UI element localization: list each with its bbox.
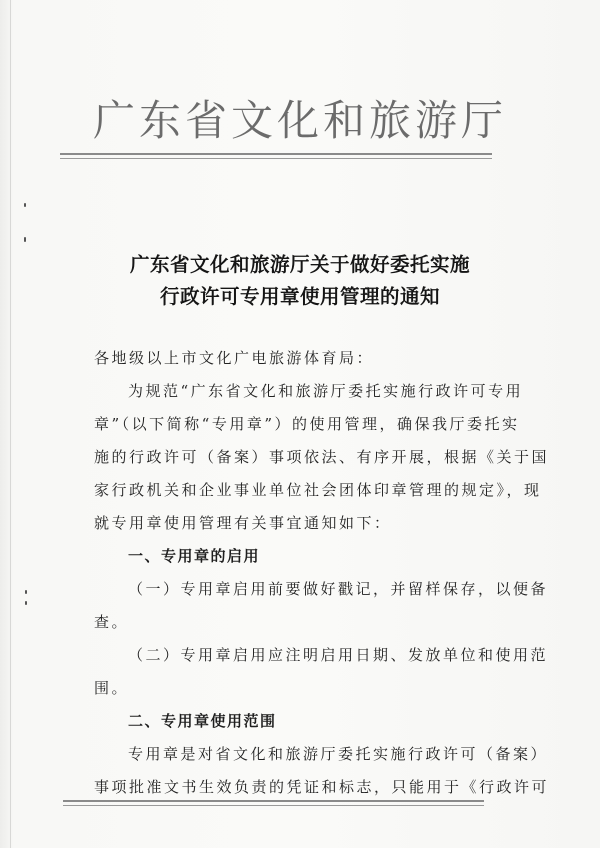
section-2-paragraph-line: 事项批准文书生效负责的凭证和标志，只能用于《行政许可 (94, 778, 550, 796)
section-2-heading: 二、专用章使用范围 (128, 712, 277, 730)
intro-paragraph-line: 家行政机关和企业事业单位社会团体印章管理的规定》，现 (94, 481, 542, 499)
section-1-item-2-line: 围。 (94, 679, 130, 697)
scan-speck (24, 203, 26, 207)
scan-speck (24, 237, 26, 242)
section-1-heading: 一、专用章的启用 (128, 547, 261, 565)
intro-paragraph-line: 施的行政许可（备案）事项依法、有序开展，根据《关于国 (94, 448, 550, 466)
scan-edge-line (10, 0, 11, 848)
section-1-item-1-line: （一）专用章启用前要做好戳记，并留样保存，以便备 (128, 580, 549, 598)
document-title-line-1: 广东省文化和旅游厅关于做好委托实施 (129, 253, 470, 276)
intro-paragraph-line: 章”（以下简称“专用章”）的使用管理，确保我厅委托实 (94, 415, 520, 433)
scan-speck (25, 601, 27, 605)
masthead-org-name: 广东省文化和旅游厅 (92, 96, 507, 145)
section-1-item-1-line: 查。 (94, 613, 130, 631)
footer-divider (63, 800, 484, 806)
document-title-line-2: 行政许可专用章使用管理的通知 (159, 285, 440, 308)
intro-paragraph-line: 为规范“广东省文化和旅游厅委托实施行政许可专用 (128, 382, 524, 400)
section-1-item-2-line: （二）专用章启用应注明启用日期、发放单位和使用范 (128, 646, 549, 664)
intro-paragraph-line: 就专用章使用管理有关事宜通知如下： (94, 514, 392, 532)
section-2-paragraph-line: 专用章是对省文化和旅游厅委托实施行政许可（备案） (128, 745, 549, 763)
scan-speck (25, 590, 27, 594)
masthead-divider (60, 153, 492, 159)
salutation: 各地级以上市文化广电旅游体育局： (94, 349, 375, 367)
